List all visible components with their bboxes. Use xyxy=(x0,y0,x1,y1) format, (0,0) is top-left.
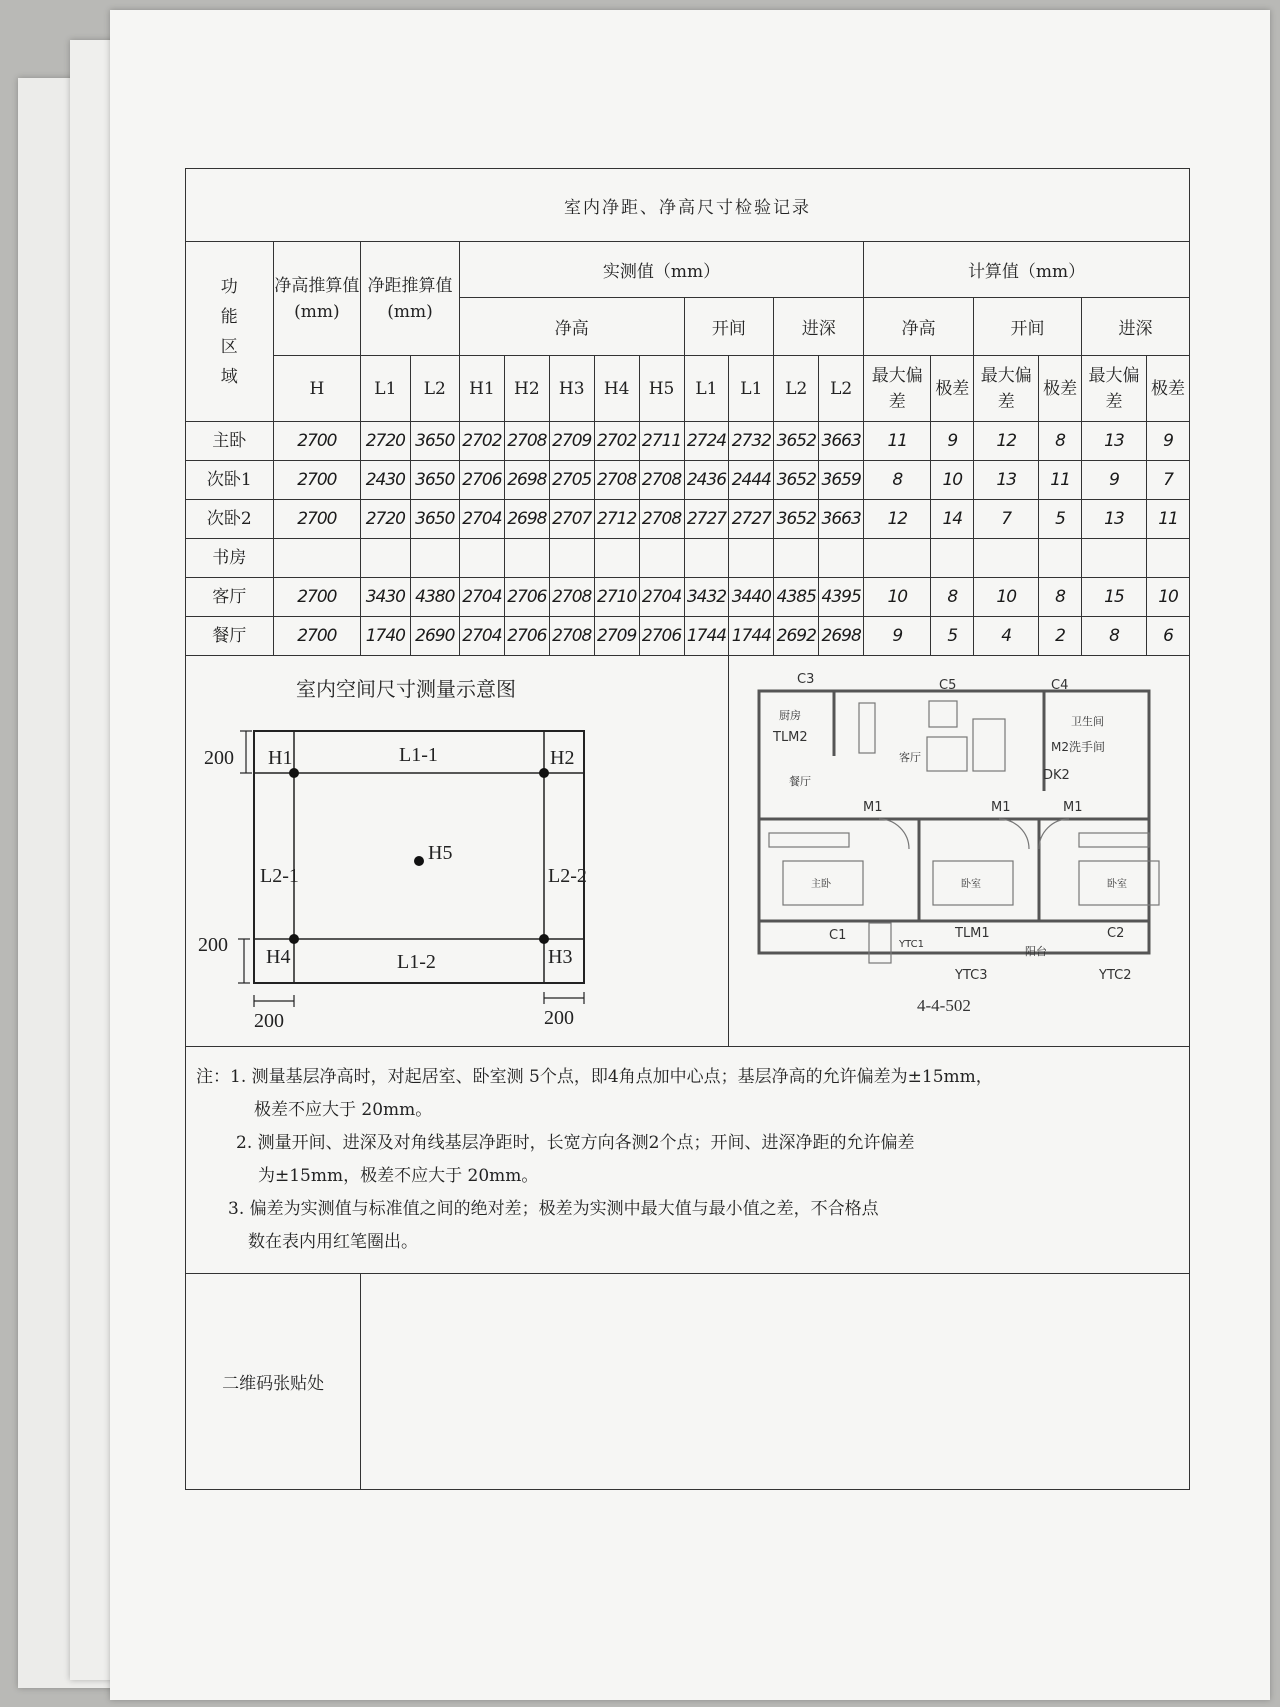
row-calc-value xyxy=(1081,539,1146,578)
measurement-diagram xyxy=(186,661,626,1041)
table-row xyxy=(186,539,1190,578)
sub-header-max-dev: 最大偏差 xyxy=(974,356,1039,422)
header-calculated: 计算值（mm） xyxy=(864,242,1190,298)
note-line-5: 3. 偏差为实测值与标准值之间的绝对差；极差为实测中最大值与最小值之差，不合格点 xyxy=(228,1199,879,1219)
sub-header-h1: H1 xyxy=(459,356,504,422)
fp-ytc2: YTC2 xyxy=(1099,968,1132,983)
sub-header-max-dev: 最大偏差 xyxy=(1081,356,1146,422)
row-calc-value: 2 xyxy=(1039,617,1082,656)
row-area: 主卧 xyxy=(186,422,274,461)
row-calc-value: 9 xyxy=(864,617,931,656)
row-calc-value: 5 xyxy=(1039,500,1082,539)
label-l2-2: L2-2 xyxy=(548,865,587,887)
row-l1-est: 2720 xyxy=(361,422,410,461)
label-h3: H3 xyxy=(548,946,573,968)
row-calc-value: 8 xyxy=(864,461,931,500)
row-l1-est: 2720 xyxy=(361,500,410,539)
header-calc-depth: 进深 xyxy=(1081,298,1189,356)
row-measured-value: 2692 xyxy=(774,617,819,656)
row-calc-value: 12 xyxy=(974,422,1039,461)
row-measured-value: 2698 xyxy=(504,500,549,539)
row-area: 客厅 xyxy=(186,578,274,617)
sub-header-max-dev: 最大偏差 xyxy=(864,356,931,422)
sub-header-l1: L1 xyxy=(361,356,410,422)
diagram-title: 室内空间尺寸测量示意图 xyxy=(296,679,516,701)
sub-header-l2b: L2 xyxy=(819,356,864,422)
dim-bottom-right: 200 xyxy=(544,1007,574,1029)
fp-living: 客厅 xyxy=(899,751,922,764)
notes xyxy=(186,1047,1189,1273)
row-l2-est xyxy=(410,539,459,578)
fp-m1c: M1 xyxy=(1063,800,1083,815)
fp-c1: C1 xyxy=(829,928,847,943)
table-row xyxy=(186,422,1190,461)
row-measured-value: 3663 xyxy=(819,500,864,539)
row-calc-value xyxy=(974,539,1039,578)
row-measured-value: 2711 xyxy=(639,422,684,461)
row-calc-value: 10 xyxy=(864,578,931,617)
row-calc-value: 10 xyxy=(974,578,1039,617)
row-measured-value: 2727 xyxy=(684,500,729,539)
row-measured-value: 2698 xyxy=(819,617,864,656)
row-measured-value xyxy=(594,539,639,578)
row-calc-value: 13 xyxy=(974,461,1039,500)
row-l1-est: 3430 xyxy=(361,578,410,617)
row-measured-value: 1744 xyxy=(729,617,774,656)
row-height-est: 2700 xyxy=(273,500,361,539)
row-calc-value: 11 xyxy=(1039,461,1082,500)
sub-header-range: 极差 xyxy=(1039,356,1082,422)
header-measured-net-height: 净高 xyxy=(459,298,684,356)
row-calc-value: 13 xyxy=(1081,500,1146,539)
fp-c3: C3 xyxy=(797,672,815,687)
label-l1-2: L1-2 xyxy=(397,951,436,973)
sub-header-h3: H3 xyxy=(549,356,594,422)
label-l2-1: L2-1 xyxy=(260,865,299,887)
row-area: 餐厅 xyxy=(186,617,274,656)
row-area: 次卧2 xyxy=(186,500,274,539)
sub-header-h: H xyxy=(273,356,361,422)
row-calc-value: 5 xyxy=(931,617,974,656)
dim-bottom-left: 200 xyxy=(254,1010,284,1032)
row-measured-value: 2708 xyxy=(549,578,594,617)
point-h4 xyxy=(289,934,299,944)
sub-header-l2a: L2 xyxy=(774,356,819,422)
sub-header-l2: L2 xyxy=(410,356,459,422)
measurement-diagram-cell xyxy=(186,656,729,1047)
row-measured-value: 2706 xyxy=(639,617,684,656)
label-h1: H1 xyxy=(268,747,293,769)
row-calc-value xyxy=(864,539,931,578)
row-calc-value: 9 xyxy=(931,422,974,461)
row-height-est: 2700 xyxy=(273,461,361,500)
row-measured-value: 2705 xyxy=(549,461,594,500)
note-line-6: 数在表内用红笔圈出。 xyxy=(248,1232,418,1252)
sub-header-h2: H2 xyxy=(504,356,549,422)
row-l1-est: 1740 xyxy=(361,617,410,656)
row-height-est: 2700 xyxy=(273,617,361,656)
fp-ytc3: YTC3 xyxy=(955,968,988,983)
row-measured-value: 2712 xyxy=(594,500,639,539)
row-measured-value: 2702 xyxy=(594,422,639,461)
inspection-form xyxy=(185,168,1190,1490)
row-calc-value: 15 xyxy=(1081,578,1146,617)
row-height-est: 2700 xyxy=(273,578,361,617)
row-calc-value: 6 xyxy=(1147,617,1190,656)
row-calc-value: 14 xyxy=(931,500,974,539)
row-measured-value: 2732 xyxy=(729,422,774,461)
sub-header-h5: H5 xyxy=(639,356,684,422)
point-h2 xyxy=(539,768,549,778)
fp-c4: C4 xyxy=(1051,678,1069,693)
table-row xyxy=(186,617,1190,656)
row-measured-value: 2708 xyxy=(549,617,594,656)
point-h3 xyxy=(539,934,549,944)
row-calc-value: 10 xyxy=(1147,578,1190,617)
row-calc-value: 9 xyxy=(1081,461,1146,500)
row-l2-est: 4380 xyxy=(410,578,459,617)
row-calc-value: 4 xyxy=(974,617,1039,656)
row-calc-value xyxy=(931,539,974,578)
row-measured-value: 2707 xyxy=(549,500,594,539)
point-h5 xyxy=(414,856,424,866)
row-area: 次卧1 xyxy=(186,461,274,500)
fp-kitchen: 厨房 xyxy=(779,709,802,722)
row-measured-value xyxy=(774,539,819,578)
row-measured-value: 1744 xyxy=(684,617,729,656)
table-row xyxy=(186,461,1190,500)
data-rows xyxy=(186,422,1190,656)
label-l1-1: L1-1 xyxy=(399,744,438,766)
header-calc-bay: 开间 xyxy=(974,298,1082,356)
row-measured-value: 2702 xyxy=(459,422,504,461)
record-table xyxy=(185,168,1190,1490)
fp-dining: 餐厅 xyxy=(789,775,812,788)
note-line-4: 为±15mm，极差不应大于 20mm。 xyxy=(258,1166,539,1186)
row-measured-value: 2436 xyxy=(684,461,729,500)
row-l2-est: 2690 xyxy=(410,617,459,656)
fp-m2: M2洗手间 xyxy=(1051,740,1106,754)
row-measured-value: 2708 xyxy=(639,500,684,539)
row-measured-value xyxy=(639,539,684,578)
header-func-area: 功 能 区 域 xyxy=(186,242,274,422)
note-line-1: 注：1. 测量基层净高时，对起居室、卧室测 5个点，即4角点加中心点；基层净高的允许偏差为±15mm， xyxy=(196,1067,993,1087)
row-calc-value: 7 xyxy=(974,500,1039,539)
fp-tlm1: TLM1 xyxy=(955,926,991,941)
header-measured-depth: 进深 xyxy=(774,298,864,356)
fp-balcony: 阳台 xyxy=(1025,945,1048,958)
fp-m1b: M1 xyxy=(991,800,1011,815)
row-area: 书房 xyxy=(186,539,274,578)
row-l2-est: 3650 xyxy=(410,500,459,539)
row-l1-est xyxy=(361,539,410,578)
row-measured-value xyxy=(504,539,549,578)
row-calc-value: 8 xyxy=(1081,617,1146,656)
fp-unit: 4-4-502 xyxy=(917,996,972,1015)
row-measured-value: 2706 xyxy=(459,461,504,500)
row-calc-value: 13 xyxy=(1081,422,1146,461)
floor-plan xyxy=(729,661,1274,1041)
table-row xyxy=(186,500,1190,539)
fp-c5: C5 xyxy=(939,678,957,693)
row-calc-value xyxy=(1147,539,1190,578)
row-calc-value: 11 xyxy=(864,422,931,461)
row-l1-est: 2430 xyxy=(361,461,410,500)
row-measured-value xyxy=(819,539,864,578)
row-calc-value: 7 xyxy=(1147,461,1190,500)
label-h4: H4 xyxy=(266,946,291,968)
row-l2-est: 3650 xyxy=(410,461,459,500)
row-measured-value: 2724 xyxy=(684,422,729,461)
row-height-est: 2700 xyxy=(273,422,361,461)
fp-dk2: DK2 xyxy=(1043,768,1071,783)
note-line-3: 2. 测量开间、进深及对角线基层净距时，长宽方向各测2个点；开间、进深净距的允许偏差 xyxy=(236,1133,915,1153)
row-calc-value: 12 xyxy=(864,500,931,539)
row-measured-value: 3432 xyxy=(684,578,729,617)
row-measured-value: 2710 xyxy=(594,578,639,617)
sub-header-l1b: L1 xyxy=(729,356,774,422)
row-calc-value: 8 xyxy=(1039,578,1082,617)
row-measured-value: 2444 xyxy=(729,461,774,500)
row-l2-est: 3650 xyxy=(410,422,459,461)
row-calc-value: 10 xyxy=(931,461,974,500)
dim-left: 200 xyxy=(198,934,228,956)
label-h5: H5 xyxy=(428,842,453,864)
form-title: 室内净距、净高尺寸检验记录 xyxy=(186,169,1190,242)
row-measured-value: 2709 xyxy=(594,617,639,656)
row-measured-value xyxy=(729,539,774,578)
row-measured-value: 2704 xyxy=(459,578,504,617)
header-height-est: 净高推算值(mm) xyxy=(273,242,361,356)
row-measured-value: 3663 xyxy=(819,422,864,461)
header-measured-bay: 开间 xyxy=(684,298,774,356)
row-measured-value: 2708 xyxy=(504,422,549,461)
sub-header-l1a: L1 xyxy=(684,356,729,422)
label-h2: H2 xyxy=(550,747,575,769)
fp-bed1: 卧室 xyxy=(961,879,982,890)
row-calc-value: 11 xyxy=(1147,500,1190,539)
row-measured-value: 4385 xyxy=(774,578,819,617)
row-measured-value: 3652 xyxy=(774,500,819,539)
header-distance-est: 净距推算值(mm) xyxy=(361,242,460,356)
row-measured-value: 4395 xyxy=(819,578,864,617)
sub-header-h4: H4 xyxy=(594,356,639,422)
row-measured-value: 2706 xyxy=(504,617,549,656)
fp-m1a: M1 xyxy=(863,800,883,815)
fp-master: 主卧 xyxy=(811,879,832,890)
point-h1 xyxy=(289,768,299,778)
row-calc-value: 9 xyxy=(1147,422,1190,461)
row-measured-value xyxy=(459,539,504,578)
row-measured-value: 2698 xyxy=(504,461,549,500)
row-measured-value: 3440 xyxy=(729,578,774,617)
fp-bed2: 卧室 xyxy=(1107,879,1128,890)
row-calc-value: 8 xyxy=(931,578,974,617)
row-calc-value xyxy=(1039,539,1082,578)
row-measured-value: 2727 xyxy=(729,500,774,539)
fp-bath: 卫生间 xyxy=(1071,715,1105,728)
qr-area xyxy=(361,1274,1190,1490)
row-calc-value: 8 xyxy=(1039,422,1082,461)
notes-cell xyxy=(186,1047,1190,1274)
fp-tlm2: TLM2 xyxy=(773,730,809,745)
row-measured-value: 2708 xyxy=(639,461,684,500)
fp-c2: C2 xyxy=(1107,926,1125,941)
floor-plan-cell xyxy=(729,656,1190,1047)
fp-ytc1: YTC1 xyxy=(899,939,925,950)
header-measured: 实测值（mm） xyxy=(459,242,863,298)
row-measured-value: 2704 xyxy=(459,500,504,539)
qr-label: 二维码张贴处 xyxy=(186,1274,361,1490)
row-measured-value: 3659 xyxy=(819,461,864,500)
sub-header-range: 极差 xyxy=(931,356,974,422)
row-measured-value: 3652 xyxy=(774,461,819,500)
sub-header-range: 极差 xyxy=(1147,356,1190,422)
row-measured-value xyxy=(684,539,729,578)
row-measured-value: 2709 xyxy=(549,422,594,461)
row-measured-value: 2704 xyxy=(639,578,684,617)
row-measured-value: 2704 xyxy=(459,617,504,656)
row-measured-value: 3652 xyxy=(774,422,819,461)
note-line-2: 极差不应大于 20mm。 xyxy=(254,1100,433,1120)
row-measured-value xyxy=(549,539,594,578)
dim-top: 200 xyxy=(204,747,234,769)
row-height-est xyxy=(273,539,361,578)
header-calc-net-height: 净高 xyxy=(864,298,974,356)
table-row xyxy=(186,578,1190,617)
row-measured-value: 2708 xyxy=(594,461,639,500)
row-measured-value: 2706 xyxy=(504,578,549,617)
